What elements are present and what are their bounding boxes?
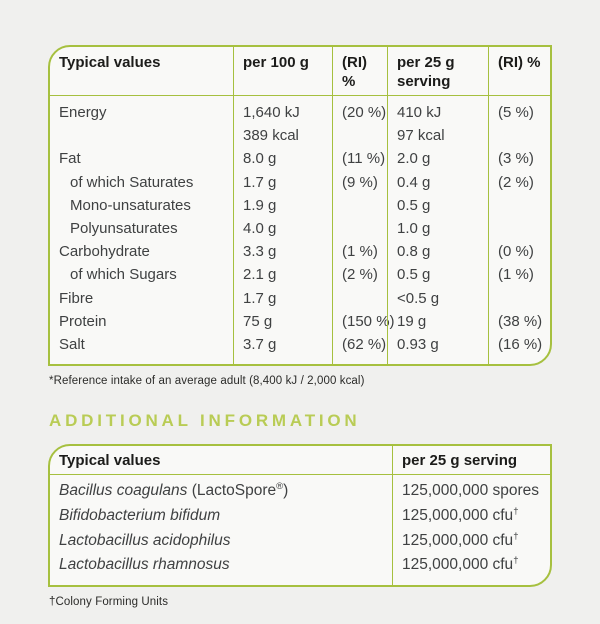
value-per-100g: 1,640 kJ <box>243 104 300 121</box>
value-per-25g: 2.0 g <box>397 150 431 168</box>
probiotic-name <box>59 504 392 529</box>
probiotic-amount <box>402 529 550 554</box>
ri-per-25g: (16 %) <box>498 335 543 353</box>
nutrient-label: Fibre <box>59 289 94 307</box>
colony-forming-units-note: †Colony Forming Units <box>49 596 169 609</box>
value-per-25g: 0.5 g <box>397 266 431 284</box>
column-probiotic-names <box>50 475 392 585</box>
ri-per-25g: (0 %) <box>498 243 534 261</box>
ri-per-100g: (1 %) <box>342 243 378 261</box>
value-per-25g: 19 g <box>397 312 427 330</box>
value-per-25g: 97 kcal <box>397 127 445 145</box>
amount-value: 125,000,000 cfu <box>402 556 514 574</box>
ri-per-25g: (2 %) <box>498 173 534 191</box>
nutrient-label: Salt <box>59 335 85 353</box>
amount-value: 125,000,000 cfu <box>402 531 514 549</box>
value-per-25g: <0.5 g <box>397 289 440 307</box>
ri-per-100g <box>342 287 387 310</box>
ri-per-100g: (9 %) <box>342 173 378 191</box>
header-per-25g-serving: per 25 g serving <box>387 47 488 95</box>
nutrient-label: of which Sugars <box>70 266 177 284</box>
ri-per-100g <box>342 217 387 240</box>
column-per-25g-values <box>387 96 488 364</box>
nutrient-label <box>59 124 233 147</box>
header-typical-values-2: Typical values <box>59 452 161 470</box>
ri-per-25g <box>498 217 550 240</box>
nutrient-label: of which Saturates <box>70 173 194 191</box>
value-per-100g: 4.0 g <box>243 219 277 237</box>
value-per-25g: 1.0 g <box>397 219 431 237</box>
header-ri-percent-100g: (RI) % <box>332 47 387 95</box>
header-per-100g: per 100 g <box>233 47 332 95</box>
probiotic-amount <box>402 504 550 529</box>
species-name: Bacillus coagulans <box>59 482 188 500</box>
probiotic-name <box>59 553 392 578</box>
species-name: Bifidobacterium bifidum <box>59 506 221 524</box>
ri-per-100g: (150 %) <box>342 312 395 330</box>
nutrition-label <box>48 45 552 608</box>
nutrient-label: Mono-unsaturates <box>70 196 191 214</box>
value-per-100g: 1.7 g <box>243 289 277 307</box>
ri-per-25g: (1 %) <box>498 266 534 284</box>
nutrient-label: Energy <box>59 104 107 121</box>
column-ri-100g-values <box>332 96 395 364</box>
nutrient-label: Carbohydrate <box>59 243 150 261</box>
species-name: Lactobacillus acidophilus <box>59 531 231 549</box>
dagger-mark: † <box>513 555 519 567</box>
ri-per-100g: (62 %) <box>342 335 387 353</box>
value-per-100g: 1.7 g <box>243 173 277 191</box>
value-per-100g: 75 g <box>243 312 273 330</box>
ri-per-25g: (38 %) <box>498 312 543 330</box>
nutrition-facts-table <box>48 45 552 366</box>
ri-per-25g: (3 %) <box>498 150 534 168</box>
value-per-100g: 389 kcal <box>243 127 299 145</box>
nutrient-label: Polyunsaturates <box>70 219 178 237</box>
nutrition-table-header <box>50 47 550 96</box>
registered-mark: ® <box>276 480 284 492</box>
header-typical-values: Typical values <box>59 54 161 71</box>
ri-per-25g: (5 %) <box>498 104 534 121</box>
dagger-mark: † <box>513 505 519 517</box>
reference-intake-note: *Reference intake of an average adult (8,400 kJ / 2,000 kcal) <box>49 375 365 388</box>
probiotic-amount <box>402 479 550 504</box>
value-per-25g: 410 kJ <box>397 104 442 121</box>
ri-per-100g: (2 %) <box>342 266 378 284</box>
amount-value: 125,000,000 cfu <box>402 506 514 524</box>
probiotic-amount <box>402 553 550 578</box>
value-per-25g: 0.5 g <box>397 196 431 214</box>
value-per-25g: 0.93 g <box>397 335 439 353</box>
value-per-100g: 3.7 g <box>243 335 277 353</box>
ri-per-100g: (11 %) <box>342 150 386 168</box>
ri-per-100g: (20 %) <box>342 104 387 121</box>
header-per-25g-serving-2: per 25 g serving <box>392 446 550 474</box>
species-name: Lactobacillus rhamnosus <box>59 556 230 574</box>
additional-information-heading: ADDITIONAL INFORMATION <box>49 411 361 431</box>
header-ri-percent-25g: (RI) % <box>488 47 550 95</box>
probiotic-name <box>59 479 392 504</box>
species-suffix: (LactoSpore <box>187 482 277 500</box>
ri-per-100g <box>342 194 387 217</box>
ri-per-100g <box>342 124 387 147</box>
ri-per-25g <box>498 124 550 147</box>
column-ri-25g-values <box>488 96 550 364</box>
ri-per-25g <box>498 194 550 217</box>
probiotics-table-body <box>50 475 550 585</box>
value-per-100g: 1.9 g <box>243 196 277 214</box>
column-probiotic-amounts <box>392 475 550 585</box>
value-per-100g: 8.0 g <box>243 150 277 168</box>
column-per-100g-values <box>233 96 332 364</box>
value-per-100g: 3.3 g <box>243 243 277 261</box>
value-per-100g: 2.1 g <box>243 266 277 284</box>
column-nutrient-labels <box>50 96 233 364</box>
probiotic-name <box>59 529 392 554</box>
probiotics-table-header <box>50 446 550 475</box>
value-per-25g: 0.4 g <box>397 173 431 191</box>
value-per-25g: 0.8 g <box>397 243 431 261</box>
nutrition-table-body <box>50 96 550 364</box>
dagger-mark: † <box>513 530 519 542</box>
species-suffix-close: ) <box>283 482 289 500</box>
ri-per-25g <box>498 287 550 310</box>
probiotics-table <box>48 444 552 587</box>
nutrient-label: Fat <box>59 150 81 168</box>
nutrient-label: Protein <box>59 312 107 330</box>
amount-value: 125,000,000 spores <box>402 482 540 500</box>
